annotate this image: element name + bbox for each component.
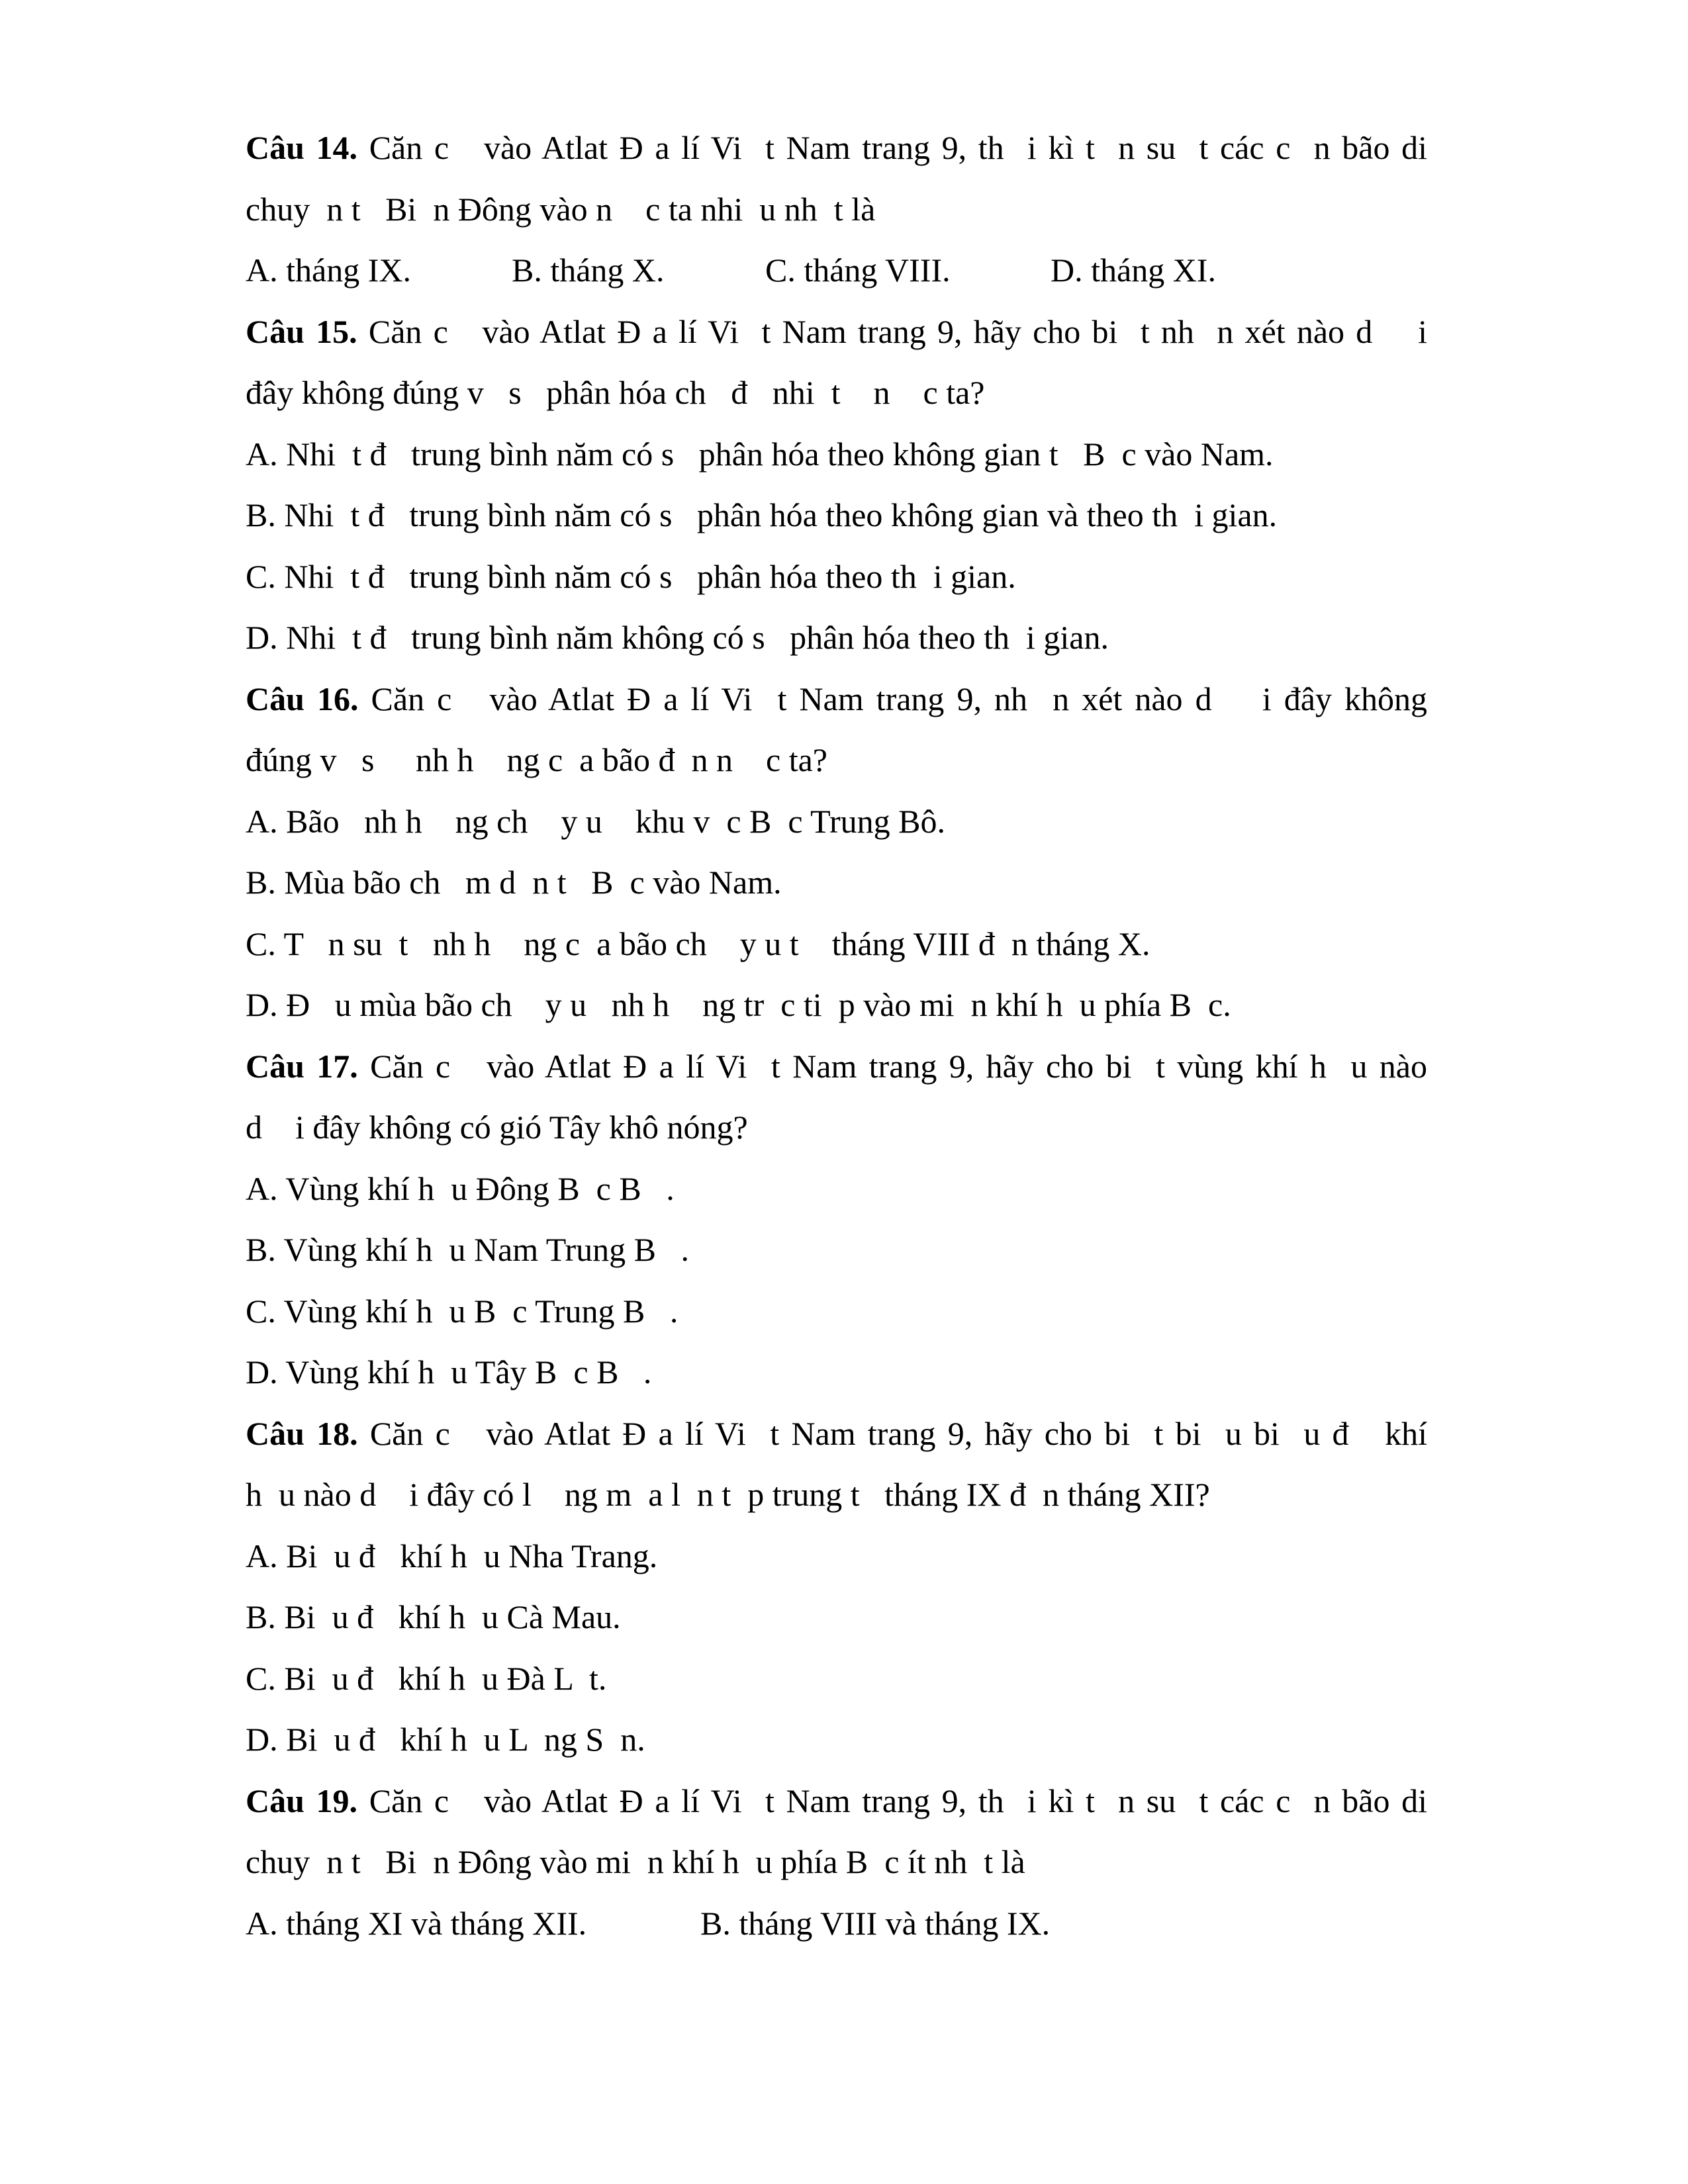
option-a: A. Bi u đ khí h u Nha Trang. xyxy=(246,1537,658,1574)
question-label: Câu 19. xyxy=(246,1782,358,1819)
option-a: A. Nhi t đ trung bình năm có s phân hóa theo không gian t B c vào Nam. xyxy=(246,435,1274,473)
question-14-options xyxy=(246,240,1427,301)
question-label: Câu 14. xyxy=(246,129,358,166)
question-text: Căn c vào Atlat Đ a lí Vi t Nam trang 9, hãy cho bi t nh n xét nào d i xyxy=(368,312,1428,350)
option-b: B. Mùa bão ch m d n t B c vào Nam. xyxy=(246,864,782,901)
question-19-options xyxy=(246,1893,1427,1954)
option-a: A. Vùng khí h u Đông B c B . xyxy=(246,1169,675,1207)
question-16-line-1 xyxy=(246,668,1427,730)
option-c: C. Bi u đ khí h u Đà L t. xyxy=(246,1659,607,1697)
question-label: Câu 15. xyxy=(246,312,357,350)
option-d: D. Nhi t đ trung bình năm không có s phân hóa theo th i gian. xyxy=(246,619,1109,656)
option-b: B. tháng X. xyxy=(512,251,665,289)
option-c: C. Vùng khí h u B c Trung B . xyxy=(246,1292,679,1330)
question-18-line-2: h u nào d i đây có l ng m a l n t p trung t tháng IX đ n tháng XII? xyxy=(246,1476,1210,1513)
question-label: Câu 17. xyxy=(246,1047,358,1085)
question-19-line-2: chuy n t Bi n Đông vào mi n khí h u phía B c ít nh t là xyxy=(246,1843,1025,1880)
option-a: A. Bão nh h ng ch y u khu v c B c Trung Bô. xyxy=(246,802,945,840)
question-text: Căn c vào Atlat Đ a lí Vi t Nam trang 9, hãy cho bi t bi u bi u đ khí xyxy=(369,1414,1428,1452)
option-d: D. tháng XI. xyxy=(1051,251,1216,289)
document-page xyxy=(246,117,1427,1954)
question-14-line-1 xyxy=(246,117,1427,179)
question-15-line-2: đây không đúng v s phân hóa ch đ nhi t n c ta? xyxy=(246,374,985,411)
option-b: B. Vùng khí h u Nam Trung B . xyxy=(246,1231,690,1268)
question-14-line-2: chuy n t Bi n Đông vào n c ta nhi u nh t là xyxy=(246,190,876,228)
option-c: C. tháng VIII. xyxy=(765,251,951,289)
option-a: A. tháng IX. xyxy=(246,251,411,289)
option-b: B. Bi u đ khí h u Cà Mau. xyxy=(246,1598,621,1635)
question-text: Căn c vào Atlat Đ a lí Vi t Nam trang 9, hãy cho bi t vùng khí h u nào xyxy=(370,1047,1427,1085)
question-text: Căn c vào Atlat Đ a lí Vi t Nam trang 9, nh n xét nào d i đây không xyxy=(371,680,1428,717)
question-17-line-2: d i đây không có gió Tây khô nóng? xyxy=(246,1109,748,1146)
option-a: A. tháng XI và tháng XII. xyxy=(246,1904,587,1942)
option-d: D. Bi u đ khí h u L ng S n. xyxy=(246,1721,645,1758)
option-d: D. Đ u mùa bão ch y u nh h ng tr c ti p vào mi n khí h u phía B c. xyxy=(246,986,1231,1023)
question-label: Câu 18. xyxy=(246,1414,358,1452)
question-text: Căn c vào Atlat Đ a lí Vi t Nam trang 9, th i kì t n su t các c n bão di xyxy=(369,1782,1427,1819)
option-c: C. Nhi t đ trung bình năm có s phân hóa theo th i gian. xyxy=(246,557,1016,595)
question-15-line-1 xyxy=(246,301,1427,363)
question-16-line-2: đúng v s nh h ng c a bão đ n n c ta? xyxy=(246,741,828,778)
question-17-line-1 xyxy=(246,1036,1427,1097)
option-b: B. Nhi t đ trung bình năm có s phân hóa theo không gian và theo th i gian. xyxy=(246,496,1278,533)
option-c: C. T n su t nh h ng c a bão ch y u t tháng VIII đ n tháng X. xyxy=(246,925,1150,962)
question-18-line-1 xyxy=(246,1403,1427,1465)
question-label: Câu 16. xyxy=(246,680,359,717)
question-text: Căn c vào Atlat Đ a lí Vi t Nam trang 9, th i kì t n su t các c n bão di xyxy=(369,129,1427,166)
option-b: B. tháng VIII và tháng IX. xyxy=(700,1904,1051,1942)
question-19-line-1 xyxy=(246,1770,1427,1832)
option-d: D. Vùng khí h u Tây B c B . xyxy=(246,1353,652,1390)
